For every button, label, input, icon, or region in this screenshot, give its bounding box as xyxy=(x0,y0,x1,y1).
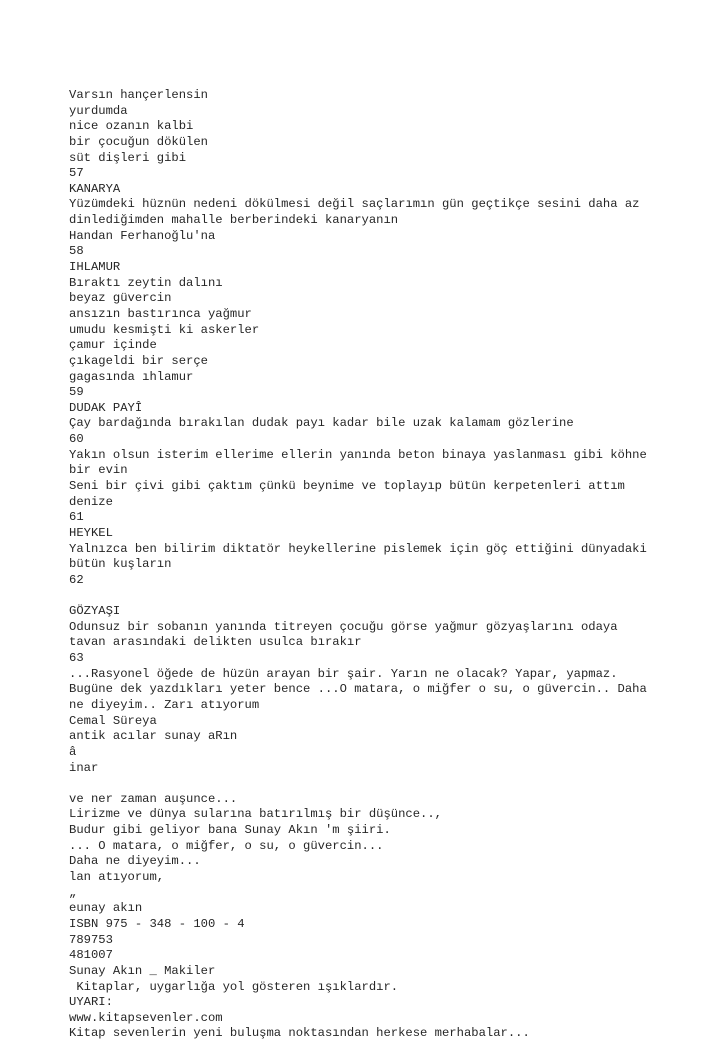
page-number: 60 xyxy=(69,432,84,447)
text-line: Bugüne dek yazdıkları yeter bence ...O matara, o miğfer o su, o güvercin.. Daha xyxy=(69,682,647,697)
text-line: Cemal Süreya xyxy=(69,713,157,728)
poem-title: HEYKEL xyxy=(69,525,113,540)
text-line: lan atıyorum, xyxy=(69,870,165,885)
text-line: antik acılar sunay aRın xyxy=(69,729,238,744)
text-line: yurdumda xyxy=(69,103,128,118)
text-line: umudu kesmişti ki askerler xyxy=(69,322,260,337)
text-line: â xyxy=(69,744,77,759)
text-line: ansızın bastırınca yağmur xyxy=(69,306,252,321)
barcode-number: 481007 xyxy=(69,948,113,963)
text-line: gagasında ıhlamur xyxy=(69,369,194,384)
warning-heading: UYARI: xyxy=(69,995,113,1010)
poem-title: GÖZYAŞI xyxy=(69,604,121,619)
text-line: ... O matara, o miğfer, o su, o güvercin... xyxy=(69,838,384,853)
text-line: Budur gibi geliyor bana Sunay Akın 'm şiiri. xyxy=(69,823,391,838)
page-number: 63 xyxy=(69,651,84,666)
text-line: ...Rasyonel öğede de hüzün arayan bir şair. Yarın ne olacak? Yapar, yapmaz. xyxy=(69,666,618,681)
text-line: Lirizme ve dünya sularına batırılmış bir düşünce.., xyxy=(69,807,442,822)
poem-title: IHLAMUR xyxy=(69,260,121,275)
blank-line xyxy=(69,589,669,605)
document-text xyxy=(69,88,669,1042)
text-line: Sunay Akın _ Makiler xyxy=(69,963,216,978)
page-number: 61 xyxy=(69,510,84,525)
text-line: Handan Ferhanoğlu'na xyxy=(69,228,216,243)
text-line: denize xyxy=(69,494,113,509)
text-line: Yüzümdeki hüznün nedeni dökülmesi değil saçlarımın gün geçtikçe sesini daha az xyxy=(69,197,640,212)
text-line: Odunsuz bir sobanın yanında titreyen çocuğu görse yağmur gözyaşlarını odaya xyxy=(69,619,618,634)
text-line: inar xyxy=(69,760,99,775)
page-number: 58 xyxy=(69,244,84,259)
text-line: Varsın hançerlensin xyxy=(69,88,208,102)
text-line: „ xyxy=(69,885,77,900)
text-line: ne diyeyim.. Zarı atıyorum xyxy=(69,697,260,712)
page-number: 57 xyxy=(69,166,84,181)
text-line: Seni bir çivi gibi çaktım çünkü beynime ve toplayıp bütün kerpetenleri attım xyxy=(69,479,625,494)
text-line: bir çocuğun dökülen xyxy=(69,134,208,149)
text-line: ve ner zaman auşunce... xyxy=(69,791,238,806)
text-line: nice ozanın kalbi xyxy=(69,119,194,134)
text-line: süt dişleri gibi xyxy=(69,150,187,165)
text-line: Yakın olsun isterim ellerime ellerin yanında beton binaya yaslanması gibi köhne xyxy=(69,447,647,462)
isbn: ISBN 975 - 348 - 100 - 4 xyxy=(69,916,245,931)
text-line: bir evin xyxy=(69,463,128,478)
poem-title: DUDAK PAYÎ xyxy=(69,400,143,415)
poem-title: KANARYA xyxy=(69,181,121,196)
text-line: çamur içinde xyxy=(69,338,157,353)
page-number: 62 xyxy=(69,572,84,587)
text-line: tavan arasındaki delikten usulca bırakır xyxy=(69,635,362,650)
website-url: www.kitapsevenler.com xyxy=(69,1010,223,1025)
text-line: Daha ne diyeyim... xyxy=(69,854,201,869)
barcode-number: 789753 xyxy=(69,932,113,947)
text-line: beyaz güvercin xyxy=(69,291,172,306)
text-line: çıkageldi bir serçe xyxy=(69,353,208,368)
text-line: Bıraktı zeytin dalını xyxy=(69,275,223,290)
text-line: eunay akın xyxy=(69,901,143,916)
page-number: 59 xyxy=(69,385,84,400)
text-line: Kitaplar, uygarlığa yol gösteren ışıklardır. xyxy=(69,979,399,994)
blank-line xyxy=(69,776,669,792)
text-line: Yalnızca ben bilirim diktatör heykellerine pislemek için göç ettiğini dünyadaki xyxy=(69,541,647,556)
text-line: Çay bardağında bırakılan dudak payı kadar bile uzak kalamam gözlerine xyxy=(69,416,574,431)
text-line: dinlediğimden mahalle berberindeki kanaryanın xyxy=(69,213,399,228)
text-line: Kitap sevenlerin yeni buluşma noktasından herkese merhabalar... xyxy=(69,1026,530,1041)
text-line: bütün kuşların xyxy=(69,557,172,572)
